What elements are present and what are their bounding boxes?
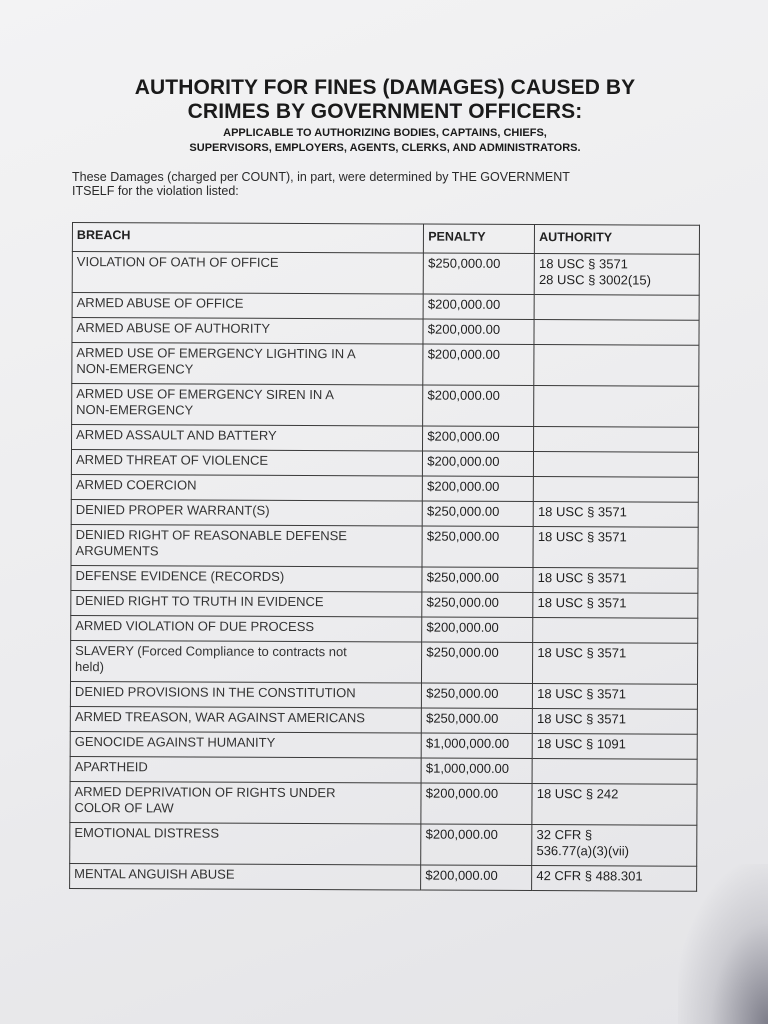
intro-line-2: ITSELF for the violation listed: [72, 184, 239, 198]
authority-text: 32 CFR § [536, 827, 593, 843]
penalty-cell: $250,000.00 [422, 642, 533, 683]
table-row [71, 499, 698, 527]
table-row [71, 450, 698, 478]
authority-cell [534, 386, 699, 428]
authority-cell: 18 USC § 3571 [533, 684, 698, 710]
table-row [70, 706, 697, 734]
table-row [70, 681, 697, 709]
subtitle-line-2: SUPERVISORS, EMPLOYERS, AGENTS, CLERKS, AND ADMINISTRATORS. [189, 142, 581, 154]
breach-cell: ARMED THREAT OF VIOLENCE [71, 450, 422, 477]
penalty-cell: $200,000.00 [423, 344, 534, 385]
breach-text: DENIED RIGHT OF REASONABLE DEFENSE [75, 527, 348, 544]
breach-cell: ARMED TREASON, WAR AGAINST AMERICANS [70, 706, 421, 733]
penalty-cell: $200,000.00 [423, 319, 534, 344]
table-row [70, 731, 697, 759]
breach-text-2: NON-EMERGENCY [76, 361, 194, 377]
title-line-1: AUTHORITY FOR FINES (DAMAGES) CAUSED BY [134, 76, 636, 99]
penalty-cell: $250,000.00 [422, 592, 533, 617]
authority-cell [533, 618, 698, 644]
table-row [70, 640, 697, 684]
breach-cell [72, 343, 423, 386]
document-title [80, 76, 690, 124]
intro-line-1: These Damages (charged per COUNT), in part, were determined by THE GOVERNMENT [72, 170, 570, 184]
breach-cell: ARMED VIOLATION OF DUE PROCESS [71, 615, 422, 642]
table-row [72, 425, 699, 453]
intro-text [72, 170, 692, 198]
breach-cell [70, 640, 421, 683]
authority-cell: 18 USC § 3571 [533, 527, 698, 569]
authority-cell: 42 CFR § 488.301 [532, 866, 697, 892]
breach-text-2: COLOR OF LAW [74, 800, 174, 816]
breach-text: ARMED USE OF EMERGENCY SIREN IN A [76, 386, 334, 403]
authority-cell: 18 USC § 3571 [533, 502, 698, 528]
document-subtitle [80, 126, 690, 156]
breach-cell: MENTAL ANGUISH ABUSE [70, 863, 421, 890]
title-line-2: CRIMES BY GOVERNMENT OFFICERS: [187, 100, 583, 123]
table-row [70, 756, 697, 784]
penalty-cell: $200,000.00 [422, 617, 533, 642]
authority-cell [534, 345, 699, 387]
penalty-cell: $200,000.00 [421, 824, 532, 865]
authority-cell: 18 USC § 3571 [533, 593, 698, 619]
subtitle-line-1: APPLICABLE TO AUTHORIZING BODIES, CAPTAINS, CHIEFS, [223, 127, 547, 139]
breach-text-2: held) [75, 659, 105, 675]
breach-cell: ARMED ASSAULT AND BATTERY [72, 425, 423, 452]
table-row [71, 524, 698, 568]
authority-cell: 18 USC § 1091 [532, 734, 697, 760]
breach-cell: APARTHEID [70, 756, 421, 783]
table-row [70, 781, 697, 825]
breach-cell: ARMED ABUSE OF AUTHORITY [72, 318, 423, 345]
breach-cell [71, 524, 422, 567]
penalty-cell: $200,000.00 [423, 476, 534, 501]
breach-text: ARMED USE OF EMERGENCY LIGHTING IN A [76, 345, 356, 362]
penalty-cell: $250,000.00 [422, 501, 533, 526]
table-row [72, 252, 699, 296]
breach-cell: ARMED ABUSE OF OFFICE [72, 293, 423, 320]
authority-cell: 18 USC § 3571 [533, 643, 698, 685]
table-row [72, 318, 699, 346]
breach-text-2: ARGUMENTS [75, 543, 159, 559]
authority-text-2: 536.77(a)(3)(vii) [536, 843, 629, 859]
breach-cell [72, 384, 423, 427]
breach-cell [72, 252, 423, 295]
table-row [71, 474, 698, 502]
authority-cell: 18 USC § 3571 [532, 709, 697, 735]
header-breach: BREACH [72, 223, 423, 254]
table-header-row [72, 223, 699, 255]
authority-cell [534, 477, 699, 503]
penalty-cell: $200,000.00 [423, 294, 534, 319]
breach-cell: DEFENSE EVIDENCE (RECORDS) [71, 565, 422, 592]
header-authority: AUTHORITY [535, 225, 700, 255]
penalty-cell: $1,000,000.00 [421, 758, 532, 783]
breach-text: VIOLATION OF OATH OF OFFICE [76, 254, 279, 270]
penalty-cell: $200,000.00 [423, 451, 534, 476]
penalty-cell: $250,000.00 [422, 567, 533, 592]
table-row [72, 293, 699, 321]
authority-text-2: 28 USC § 3002(15) [538, 272, 652, 288]
table-row [72, 343, 699, 387]
authority-cell: 18 USC § 242 [532, 784, 697, 826]
table-row [71, 615, 698, 643]
table-row [70, 863, 697, 891]
penalty-cell: $200,000.00 [423, 426, 534, 451]
breach-cell: GENOCIDE AGAINST HUMANITY [70, 731, 421, 758]
breach-cell [70, 781, 421, 824]
table-row [70, 822, 697, 866]
breach-text: ARMED DEPRIVATION OF RIGHTS UNDER [74, 784, 336, 801]
breach-cell: EMOTIONAL DISTRESS [70, 822, 421, 865]
authority-cell [532, 759, 697, 785]
photo-shadow [678, 864, 768, 1024]
penalty-cell: $250,000.00 [423, 253, 534, 294]
penalty-cell: $200,000.00 [421, 783, 532, 824]
table-row [71, 590, 698, 618]
authority-cell [534, 427, 699, 453]
table-row [72, 384, 699, 428]
authority-cell [534, 320, 699, 346]
penalty-cell: $200,000.00 [421, 865, 532, 890]
authority-cell [532, 825, 697, 867]
breach-text: SLAVERY (Forced Compliance to contracts not [75, 643, 347, 660]
authority-cell: 18 USC § 3571 [533, 568, 698, 594]
penalty-cell: $250,000.00 [422, 708, 533, 733]
penalty-cell: $1,000,000.00 [421, 733, 532, 758]
authority-cell [534, 295, 699, 321]
penalty-cell: $250,000.00 [422, 683, 533, 708]
penalty-cell: $200,000.00 [423, 385, 534, 426]
authority-text: 18 USC § 3571 [539, 256, 628, 272]
header-penalty: PENALTY [424, 224, 535, 253]
fines-table [69, 222, 700, 892]
breach-cell: DENIED PROPER WARRANT(S) [71, 499, 422, 526]
breach-cell: DENIED PROVISIONS IN THE CONSTITUTION [70, 681, 421, 708]
authority-cell [534, 452, 699, 478]
breach-cell: ARMED COERCION [71, 474, 422, 501]
penalty-cell: $250,000.00 [422, 526, 533, 567]
authority-cell [534, 254, 699, 296]
breach-text-2: NON-EMERGENCY [76, 402, 194, 418]
table-row [71, 565, 698, 593]
breach-cell: DENIED RIGHT TO TRUTH IN EVIDENCE [71, 590, 422, 617]
